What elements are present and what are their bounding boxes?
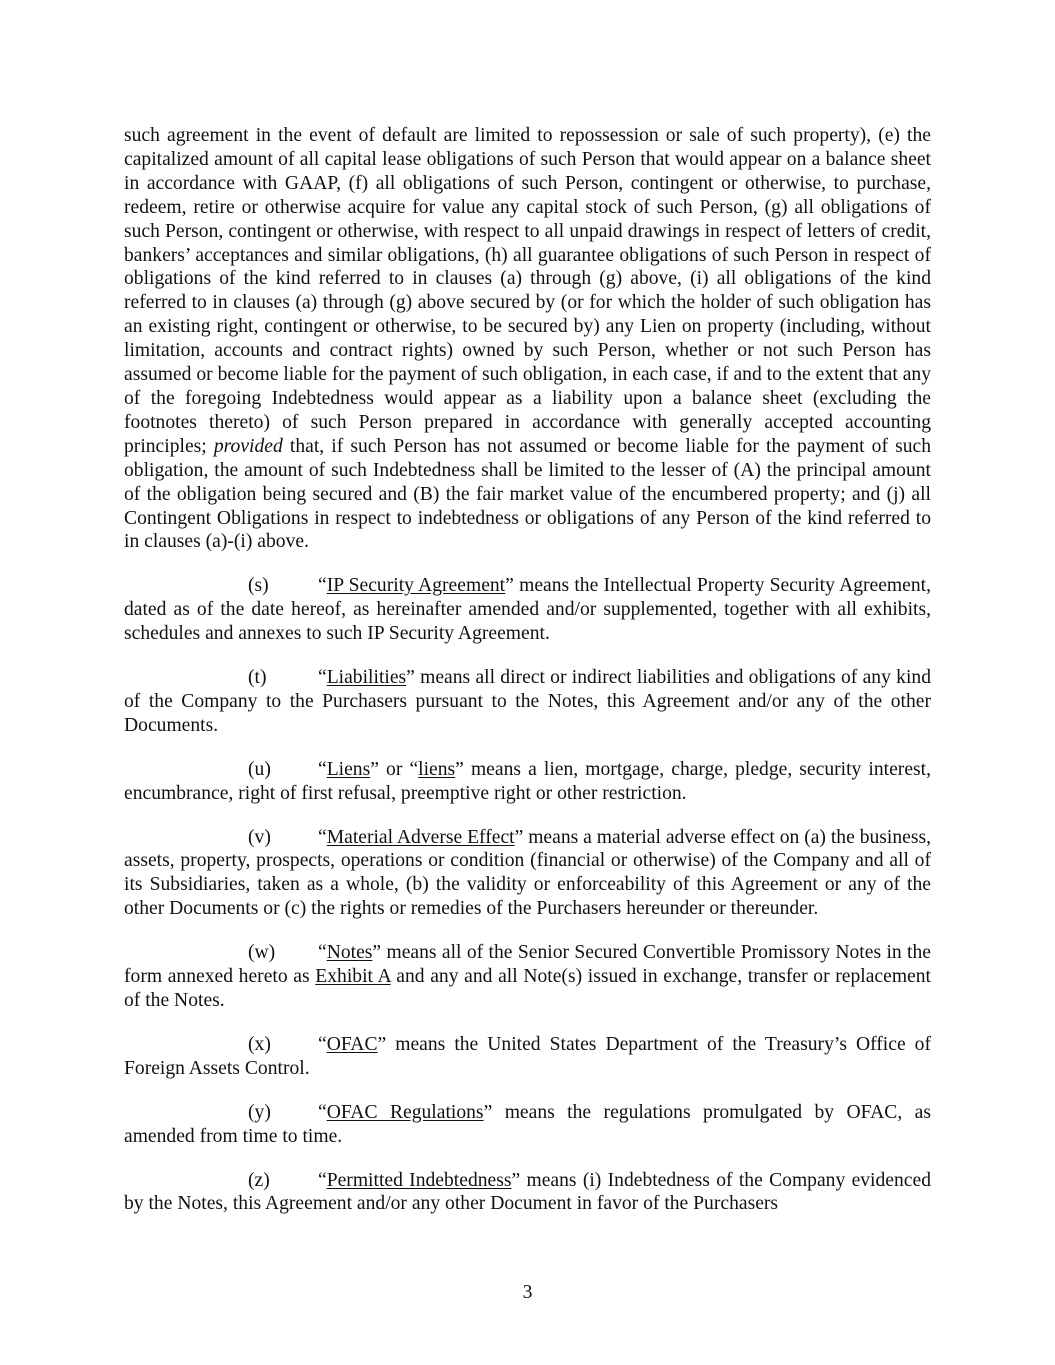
paragraph-text: such agreement in the event of default are limited to repossession or sale of such property), (e) the capitalized amount of all capital lease obligations of such Person that would appear on a balance sheet in accordance with GAAP, (f) all obligations of such Person, contingent or otherwise, to purchase, redeem, retire or otherwise acquire for value any capital stock of such Person, (g) all obligations of such Person, contingent or otherwise, with respect to all unpaid drawings in respect of letters of credit, bankers’ acceptances and similar obligations, (h) all guarantee obligations of such Person in respect of obligations of the kind referred to in clauses (a) through (g) above, (i) all obligations of the kind referred to in clauses (a) through (g) above secured by (or for which the holder of such obligation has an existing right, contingent or otherwise, to be secured by) any Lien on property (including, without limitation, accounts and contract rights) owned by such Person, whether or not such Person has assumed or become liable for the payment of such obligation, in each case, if and to the extent that any of the foregoing Indebtedness would appear as a liability upon a balance sheet (excluding the footnotes thereto) of such Person prepared in accordance with generally accepted accounting principles; xyxy=(124,125,931,457)
definition-text: ” means a lien, mortgage, charge, pledge, security interest, encumbrance, right of first refusal, preemptive right or other restriction. xyxy=(124,758,931,804)
clause-number: (w) xyxy=(248,942,276,964)
defined-term: Liens xyxy=(326,758,371,780)
clause-number: (t) xyxy=(248,667,267,689)
definition-text: ” means the Intellectual Property Security Agreement, dated as of the date hereof, as hereinafter amended and/or supplemented, together with all exhibits, schedules and annexes to such IP Security Agreement. xyxy=(124,575,932,645)
definition-y-ofac-regulations: (y) “OFAC Regulations” means the regulations promulgated by OFAC, as amended from time to time. xyxy=(124,1101,931,1147)
defined-term: Permitted Indebtedness xyxy=(326,1169,512,1191)
defined-term: Material Adverse Effect xyxy=(326,826,515,848)
definition-text: ” means all direct or indirect liabilities and obligations of any kind of the Company to the Purchasers pursuant to the Notes, this Agreement and/or any of the other Documents. xyxy=(124,667,931,736)
document-body xyxy=(124,124,931,1236)
defined-term: Notes xyxy=(326,942,373,964)
definition-text: ” means the United States Department of the Treasury’s Office of Foreign Assets Control. xyxy=(124,1033,931,1079)
clause-number: (s) xyxy=(248,575,269,597)
definition-text: ” means all of the Senior Secured Convertible Promissory Notes in the form annexed hereto as xyxy=(124,942,931,988)
definition-text: ” means (i) Indebtedness of the Company evidenced by the Notes, this Agreement and/or any other Document in favor of the Purchasers xyxy=(124,1169,931,1215)
paragraph-text: that, if such Person has not assumed or become liable for the payment of such obligation, the amount of such Indebtedness shall be limited to the lesser of (A) the principal amount of the obligation being secured and (B) the fair market value of the encumbered property; and (j) all Contingent Obligations in respect to indebtedness or obligations of any Person of the kind referred to in clauses (a)-(i) above. xyxy=(124,435,932,553)
defined-term: OFAC xyxy=(326,1033,378,1055)
clause-number: (y) xyxy=(248,1101,271,1123)
clause-number: (z) xyxy=(248,1169,270,1191)
definition-text: ” means the regulations promulgated by OFAC, as amended from time to time. xyxy=(124,1101,931,1147)
clause-number: (u) xyxy=(248,758,271,780)
definition-w-notes: (w) “Notes” means all of the Senior Secured Convertible Promissory Notes in the form annexed hereto as Exhibit A and any and all Note(s) issued in exchange, transfer or replacement of the Notes. xyxy=(124,942,931,1011)
exhibit-reference: Exhibit A xyxy=(315,966,391,988)
clause-number: (x) xyxy=(248,1033,271,1055)
defined-term: OFAC Regulations xyxy=(326,1101,484,1123)
definition-z-permitted-indebtedness: (z) “Permitted Indebtedness” means (i) Indebtedness of the Company evidenced by the Notes, this Agreement and/or any other Document in favor of the Purchasers xyxy=(124,1169,931,1215)
defined-term: Liabilities xyxy=(326,667,407,689)
definition-v-material-adverse-effect: (v) “Material Adverse Effect” means a material adverse effect on (a) the business, assets, property, prospects, operations or condition (financial or otherwise) of the Company and all of its Subsidiaries, taken as a whole, (b) the validity or enforceability of this Agreement or any of the other Documents or (c) the rights or remedies of the Purchasers hereunder or thereunder. xyxy=(124,826,931,920)
definition-x-ofac: (x) “OFAC” means the United States Department of the Treasury’s Office of Foreign Assets Control. xyxy=(124,1033,931,1079)
definition-text: ” means a material adverse effect on (a) the business, assets, property, prospects, operations or condition (financial or otherwise) of the Company and all of its Subsidiaries, taken as a whole, (b) the validity or enforceability of this Agreement or any of the other Documents or (c) the rights or remedies of the Purchasers hereunder or thereunder. xyxy=(124,826,931,920)
defined-term: liens xyxy=(418,758,456,780)
definition-u-liens: (u) “Liens” or “liens” means a lien, mortgage, charge, pledge, security interest, encumbrance, right of first refusal, preemptive right or other restriction. xyxy=(124,758,931,804)
indebtedness-continuation-paragraph xyxy=(124,124,931,554)
provided-italic: provided xyxy=(213,435,283,457)
defined-term: IP Security Agreement xyxy=(326,575,506,597)
definition-s-ip-security-agreement: (s) “IP Security Agreement” means the Intellectual Property Security Agreement, dated as of the date hereof, as hereinafter amended and/or supplemented, together with all exhibits, schedules and annexes to such IP Security Agreement. xyxy=(124,575,932,645)
clause-number: (v) xyxy=(248,826,271,848)
definition-t-liabilities: (t) “Liabilities” means all direct or indirect liabilities and obligations of any kind of the Company to the Purchasers pursuant to the Notes, this Agreement and/or any of the other Documents. xyxy=(124,667,931,736)
page-number: 3 xyxy=(522,1282,533,1303)
definition-text: and any and all Note(s) issued in exchange, transfer or replacement of the Notes. xyxy=(124,966,931,1011)
